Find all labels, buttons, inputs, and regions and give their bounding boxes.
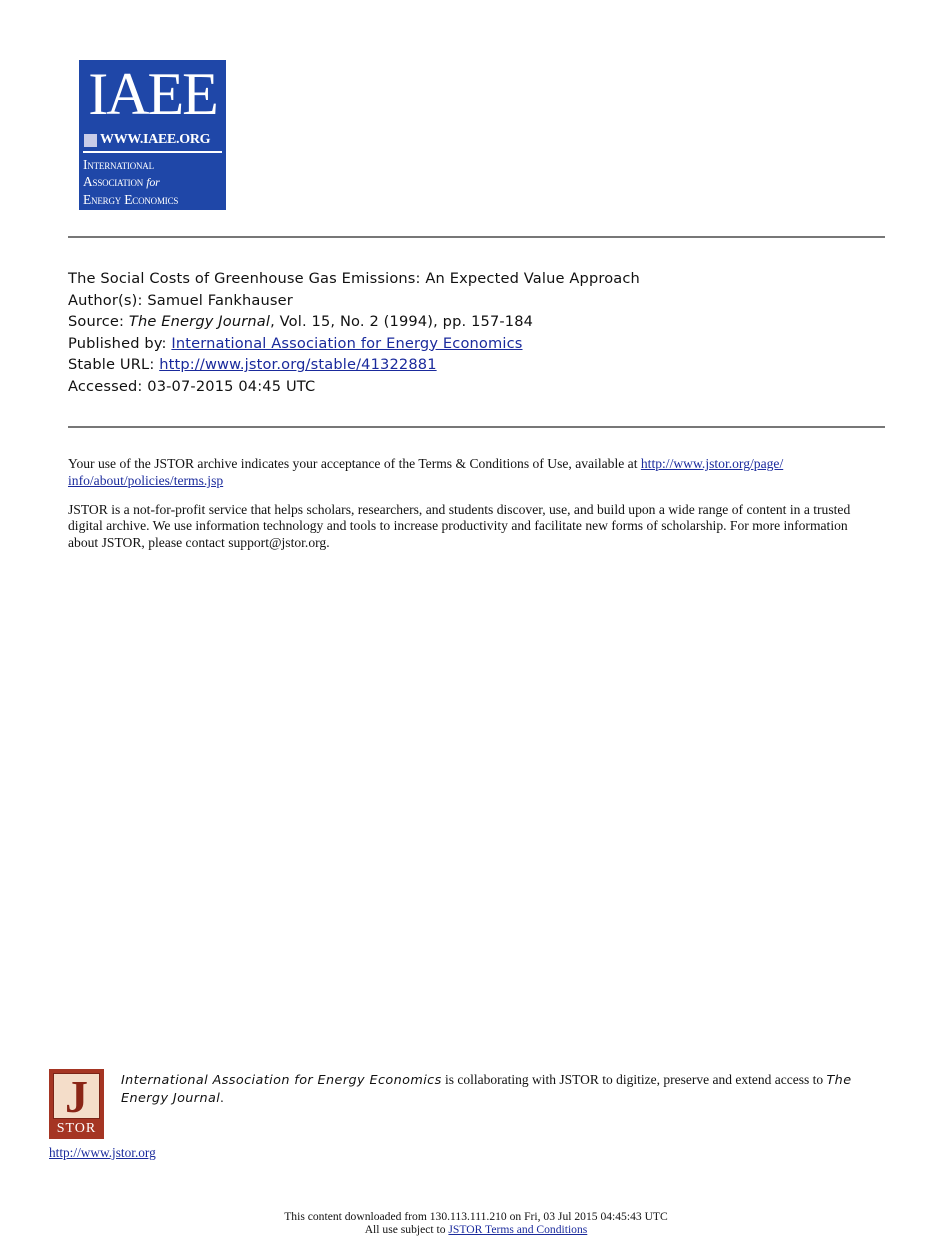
terms-text: Your use of the JSTOR archive indicates your acceptance of the Terms & Conditions of Use, available at	[68, 456, 641, 471]
collab-end: .	[220, 1090, 224, 1105]
iaee-logo-line1: International	[83, 157, 154, 172]
iaee-logo-line2b: for	[146, 175, 160, 189]
publisher-link[interactable]: International Association for Energy Economics	[171, 334, 523, 352]
footer-terms-link[interactable]: JSTOR Terms and Conditions	[448, 1223, 588, 1236]
iaee-logo-line2a: Association	[83, 174, 147, 189]
iaee-logo	[79, 60, 226, 210]
article-source	[68, 311, 640, 333]
iaee-logo-line3: Energy Economics	[83, 192, 179, 207]
stable-url-link[interactable]: http://www.jstor.org/stable/41322881	[159, 356, 437, 374]
stable-url-label: Stable URL:	[68, 356, 160, 374]
footer-terms-line	[0, 1223, 952, 1236]
article-author	[68, 290, 640, 312]
collab-org: International Association for Energy Economics	[121, 1073, 442, 1088]
author-label: Author(s):	[68, 291, 148, 309]
jstor-description: JSTOR is a not-for-profit service that helps scholars, researchers, and students discover, use, and build upon a wide range of content in a trusted digital archive. We use information technology and tools to increase productivity and facilitate new forms of scholarship. For more information about JSTOR, please contact support@jstor.org.	[68, 501, 851, 551]
jstor-logo	[49, 1069, 104, 1139]
jstor-logo-word: STOR	[56, 1121, 97, 1136]
terms-link[interactable]: http://www.jstor.org/page/ info/about/policies/terms.jsp	[68, 456, 784, 488]
iaee-logo-url: WWW.IAEE.ORG	[100, 132, 211, 147]
collaboration-note	[121, 1071, 881, 1107]
top-divider	[68, 236, 885, 238]
article-metadata	[68, 268, 640, 398]
author-name: Samuel Fankhauser	[147, 291, 293, 309]
terms-section	[68, 456, 880, 564]
source-label: Source:	[68, 313, 129, 331]
collab-text: is collaborating with JSTOR to digitize, preserve and extend access to	[441, 1072, 827, 1087]
publisher-label: Published by:	[68, 334, 172, 352]
source-journal: The Energy Journal	[128, 313, 271, 331]
iaee-logo-square	[84, 134, 97, 147]
iaee-logo-title: IAEE	[88, 61, 217, 127]
jstor-logo-emblem	[53, 1071, 100, 1122]
article-stable-url	[68, 354, 640, 376]
iaee-logo-divider	[83, 151, 222, 153]
footer-download-line: This content downloaded from 130.113.111.210 on Fri, 03 Jul 2015 04:45:43 UTC	[284, 1210, 668, 1223]
download-footer	[0, 1210, 952, 1236]
iaee-logo-subtitle	[83, 156, 178, 208]
footer-terms-text: All use subject to	[364, 1223, 449, 1236]
article-title: The Social Costs of Greenhouse Gas Emissions: An Expected Value Approach	[68, 270, 640, 287]
article-accessed: Accessed: 03-07-2015 04:45 UTC	[68, 377, 316, 395]
article-publisher	[68, 333, 640, 355]
collab-journal: The Energy Journal	[121, 1073, 852, 1106]
terms-paragraph	[68, 456, 880, 490]
middle-divider	[68, 426, 885, 428]
source-details: , Vol. 15, No. 2 (1994), pp. 157-184	[270, 313, 534, 331]
jstor-url-link[interactable]: http://www.jstor.org	[49, 1145, 156, 1160]
jstor-logo-letter: J	[65, 1071, 88, 1122]
